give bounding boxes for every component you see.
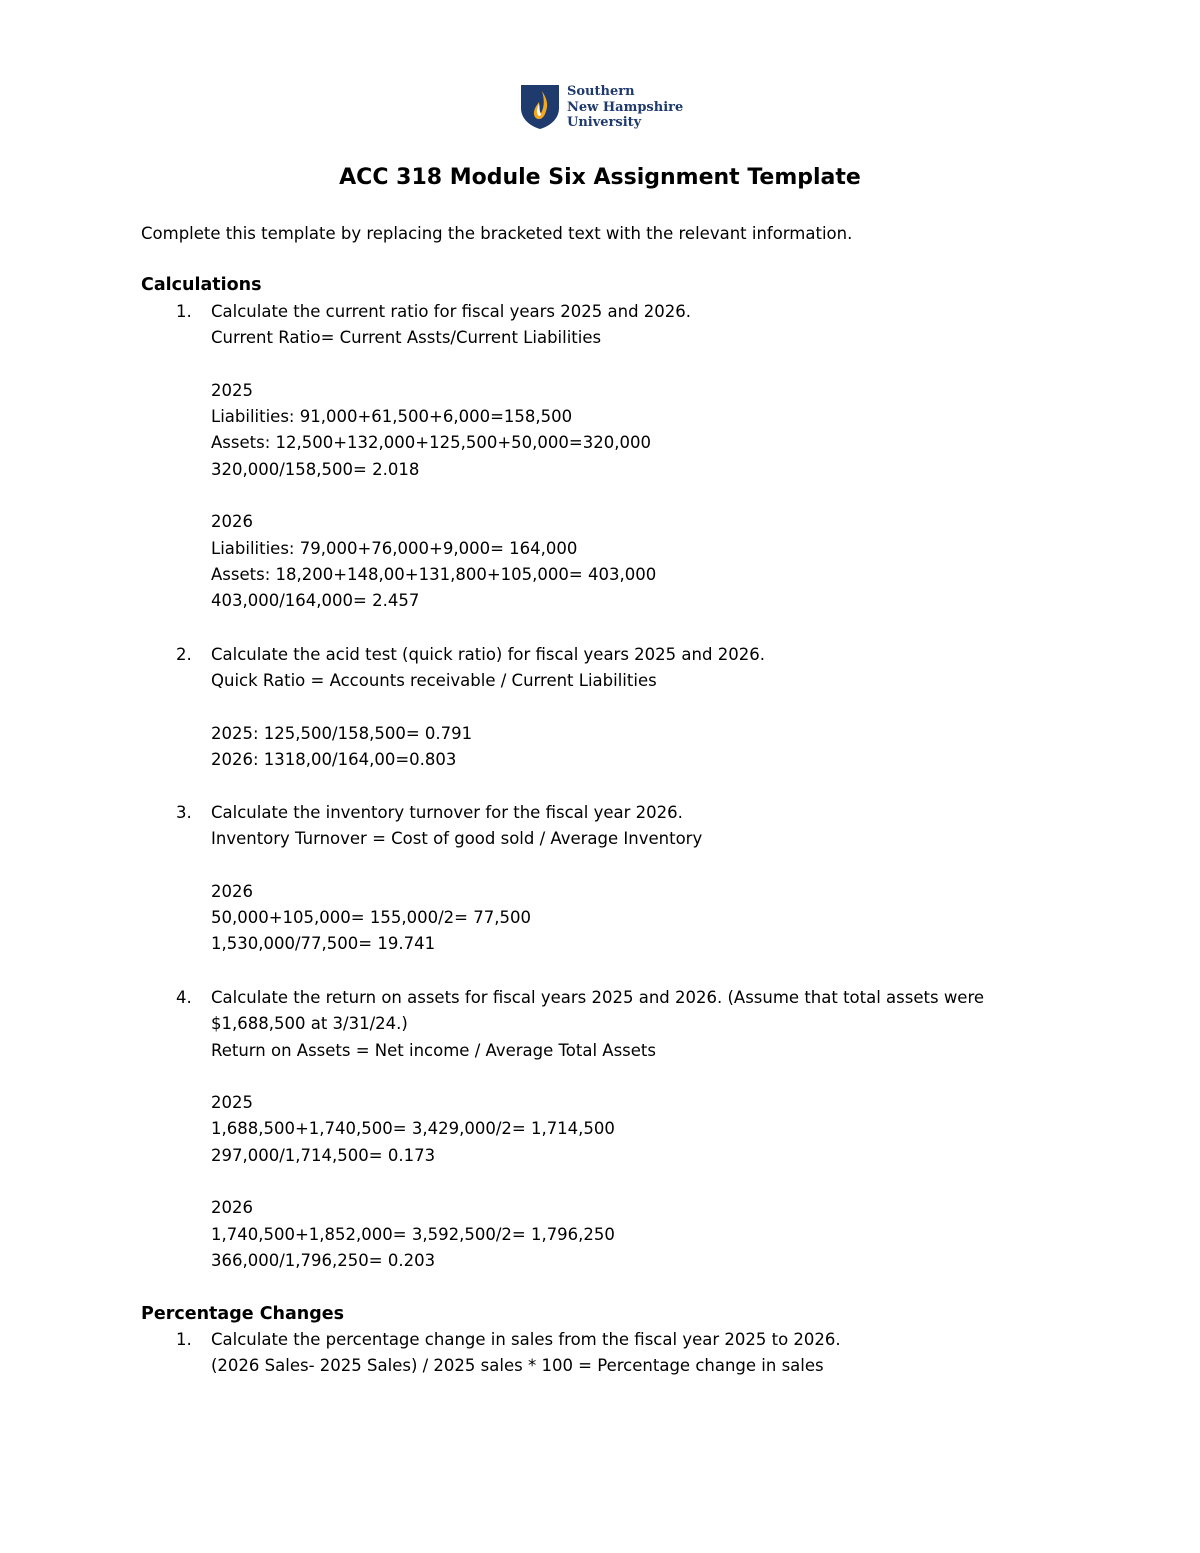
logo-line-2: New Hampshire — [567, 99, 684, 115]
formula-text: Return on Assets = Net income / Average Total Assets — [211, 1040, 656, 1060]
formula-text: (2026 Sales- 2025 Sales) / 2025 sales * 100 = Percentage change in sales — [211, 1356, 824, 1376]
percentage-item-1 — [141, 1327, 1101, 1380]
question-text: Calculate the percentage change in sales from the fiscal year 2025 to 2026. — [211, 1330, 841, 1349]
formula-text: Inventory Turnover = Cost of good sold / Average Inventory — [211, 829, 703, 849]
item-number: 2. — [176, 645, 192, 664]
result-line: 2026: 1318,00/164,00=0.803 — [211, 750, 457, 770]
work-line: Assets: 18,200+148,00+131,800+105,000= 403,000 — [211, 564, 657, 584]
percentage-changes-heading: Percentage Changes — [141, 1304, 345, 1324]
result-line: 2025: 125,500/158,500= 0.791 — [211, 723, 473, 743]
formula-text: Current Ratio= Current Assts/Current Liabilities — [211, 328, 602, 348]
year-label: 2025 — [211, 1093, 253, 1113]
intro-text: Complete this template by replacing the bracketed text with the relevant information. — [141, 224, 853, 243]
year-label: 2026 — [211, 881, 253, 901]
item-number: 1. — [176, 1330, 192, 1349]
logo-line-3: University — [567, 115, 642, 130]
calculation-item-2 — [141, 642, 1101, 773]
work-line: 1,740,500+1,852,000= 3,592,500/2= 1,796,250 — [211, 1224, 615, 1244]
work-line: 1,688,500+1,740,500= 3,429,000/2= 1,714,500 — [211, 1119, 615, 1139]
year-label: 2026 — [211, 512, 253, 532]
year-label: 2026 — [211, 1198, 253, 1218]
result-line: 297,000/1,714,500= 0.173 — [211, 1145, 436, 1165]
calculations-heading: Calculations — [141, 275, 262, 295]
item-number: 4. — [176, 988, 192, 1007]
item-number: 1. — [176, 302, 192, 321]
formula-text: Quick Ratio = Accounts receivable / Current Liabilities — [211, 671, 657, 691]
logo-line-1: Southern — [567, 84, 635, 99]
calculation-item-4 — [141, 985, 1101, 1274]
work-line: Liabilities: 79,000+76,000+9,000= 164,000 — [211, 538, 578, 558]
calculation-item-1 — [141, 299, 1101, 615]
work-line: 50,000+105,000= 155,000/2= 77,500 — [211, 908, 531, 928]
result-line: 403,000/164,000= 2.457 — [211, 591, 420, 611]
result-line: 320,000/158,500= 2.018 — [211, 459, 420, 479]
result-line: 366,000/1,796,250= 0.203 — [211, 1250, 436, 1270]
shield-flame-icon — [520, 84, 560, 130]
item-number: 3. — [176, 803, 192, 822]
result-line: 1,530,000/77,500= 19.741 — [211, 934, 436, 954]
question-text: Calculate the current ratio for fiscal years 2025 and 2026. — [211, 302, 692, 321]
work-line: Liabilities: 91,000+61,500+6,000=158,500 — [211, 407, 573, 427]
calculation-item-3 — [141, 800, 1101, 958]
work-line: Assets: 12,500+132,000+125,500+50,000=320,000 — [211, 433, 651, 453]
university-logo — [520, 84, 690, 134]
question-text: Calculate the acid test (quick ratio) for fiscal years 2025 and 2026. — [211, 645, 765, 664]
question-text: Calculate the return on assets for fiscal years 2025 and 2026. (Assume that total assets were $1,688,500 at 3/31/24.) — [211, 988, 985, 1034]
document-title: ACC 318 Module Six Assignment Template — [339, 165, 861, 190]
question-text: Calculate the inventory turnover for the fiscal year 2026. — [211, 803, 683, 822]
year-label: 2025 — [211, 380, 253, 400]
